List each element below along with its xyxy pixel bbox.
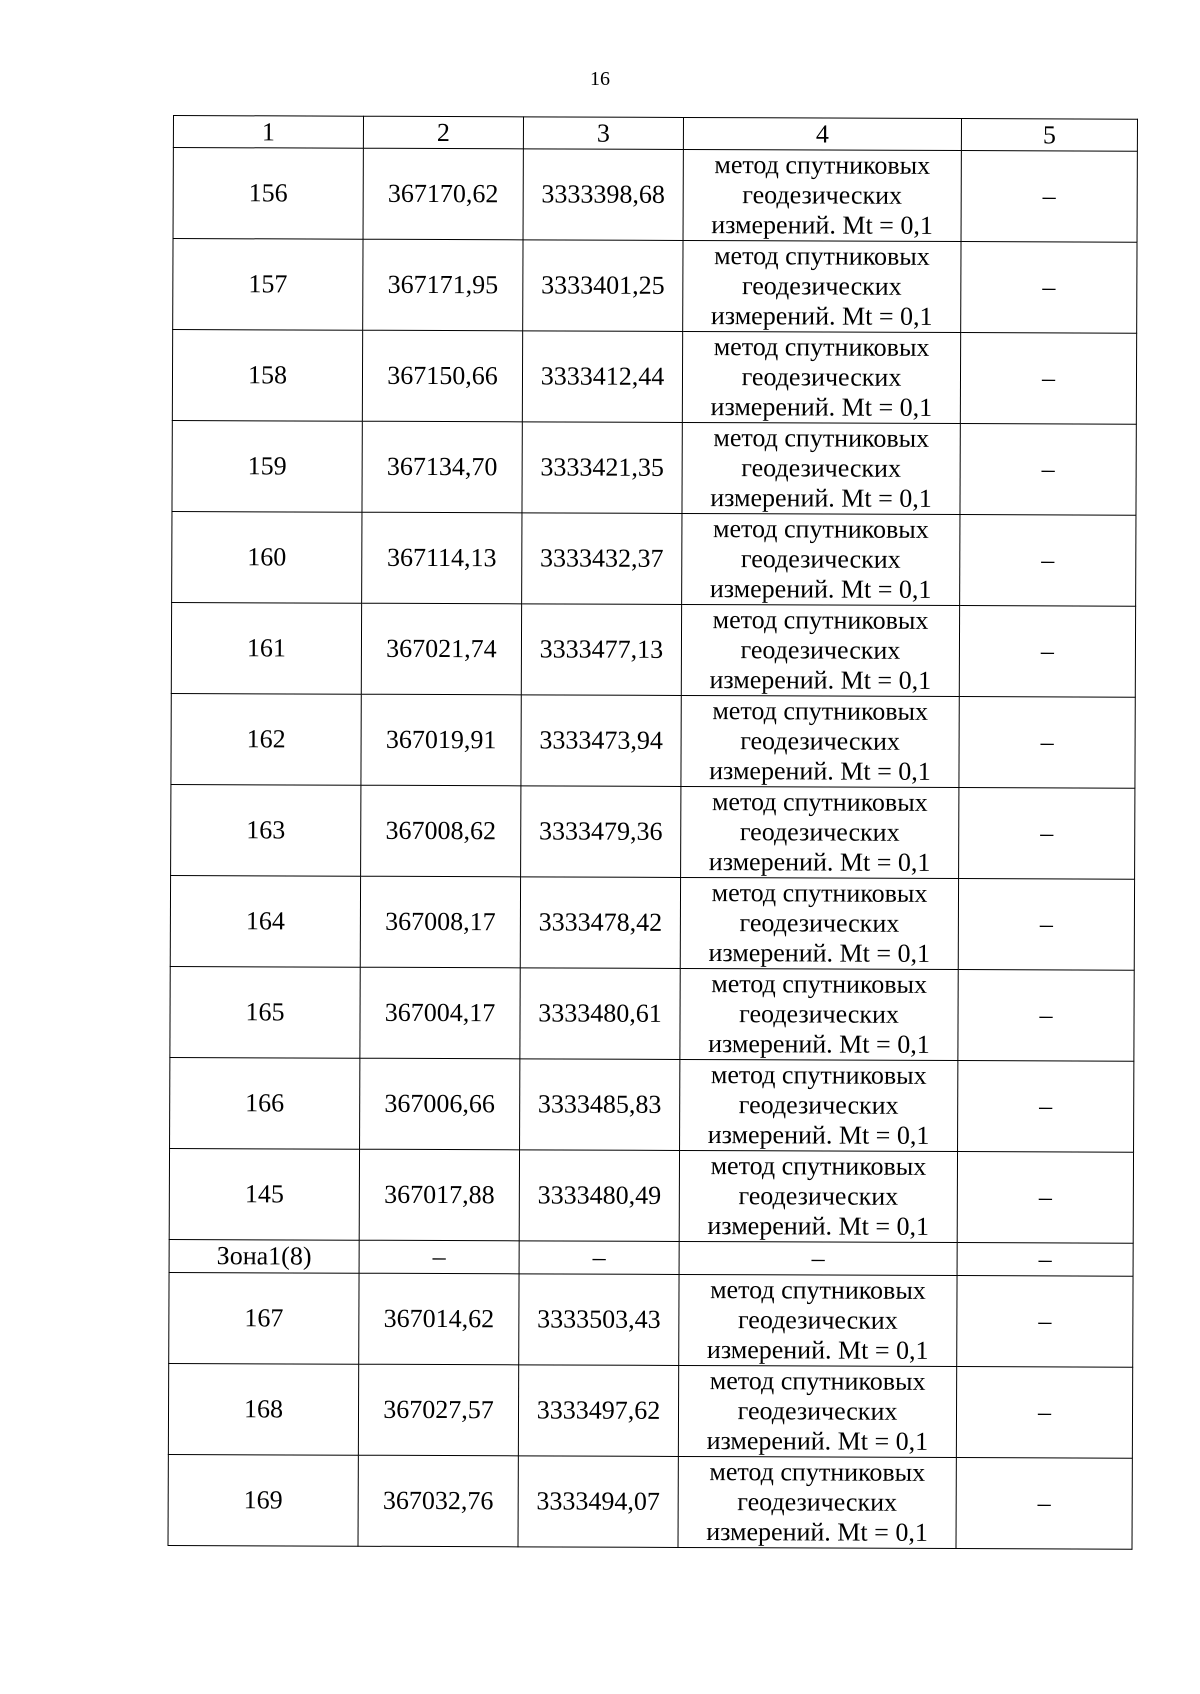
- table-row: [173, 239, 1137, 334]
- method-cell: [681, 604, 959, 696]
- y-coordinate-cell: 3333401,25: [523, 240, 683, 332]
- table-row: [171, 693, 1135, 788]
- y-coordinate-cell: 3333473,94: [521, 695, 681, 787]
- y-coordinate-cell: 3333398,68: [523, 149, 683, 241]
- method-cell: [682, 513, 960, 605]
- point-number-cell: 145: [169, 1148, 359, 1240]
- method-line: метод спутниковых: [712, 696, 929, 726]
- point-number-cell: 157: [173, 239, 363, 331]
- y-coordinate-cell: 3333479,36: [521, 786, 681, 878]
- method-line: измерений. Mt = 0,1: [709, 574, 932, 604]
- method-cell: [681, 695, 959, 787]
- method-line: измерений. Mt = 0,1: [706, 1335, 929, 1365]
- method-line: геодезических: [738, 1090, 899, 1120]
- table-row: [171, 784, 1135, 879]
- notes-cell: –: [959, 697, 1135, 789]
- y-coordinate-cell: 3333432,37: [522, 513, 682, 605]
- column-header: 2: [363, 116, 523, 149]
- y-coordinate-cell: 3333412,44: [522, 331, 682, 423]
- method-line: геодезических: [740, 635, 901, 665]
- column-header: 1: [173, 116, 363, 149]
- method-line: измерений. Mt = 0,1: [707, 1120, 930, 1150]
- x-coordinate-cell: 367019,91: [361, 694, 521, 786]
- point-number-cell: 158: [172, 330, 362, 422]
- method-line: метод спутниковых: [713, 423, 930, 453]
- notes-cell: –: [957, 1152, 1133, 1244]
- x-coordinate-cell: 367006,66: [360, 1058, 520, 1150]
- method-line: метод спутниковых: [711, 878, 928, 908]
- method-line: –: [811, 1243, 825, 1273]
- method-line: геодезических: [740, 544, 901, 574]
- y-coordinate-cell: 3333480,61: [520, 968, 680, 1060]
- table-row: [168, 1363, 1132, 1458]
- notes-cell: –: [960, 515, 1136, 607]
- method-line: измерений. Mt = 0,1: [708, 847, 931, 877]
- notes-cell: –: [956, 1458, 1132, 1550]
- notes-cell: –: [961, 242, 1137, 334]
- method-line: геодезических: [737, 1487, 898, 1517]
- point-number-cell: 169: [168, 1454, 358, 1546]
- point-number-cell: 168: [168, 1363, 358, 1455]
- method-cell: [680, 877, 958, 969]
- method-cell: [681, 786, 959, 878]
- table-row: [172, 420, 1136, 515]
- x-coordinate-cell: 367014,62: [359, 1273, 519, 1365]
- table-row: [170, 1057, 1134, 1152]
- notes-cell: –: [956, 1367, 1132, 1459]
- method-line: геодезических: [742, 180, 903, 210]
- method-line: геодезических: [739, 908, 900, 938]
- method-line: геодезических: [741, 453, 902, 483]
- method-line: геодезических: [737, 1396, 898, 1426]
- coordinates-table: [168, 115, 1138, 1550]
- table-header-row: [173, 116, 1137, 152]
- column-header: 3: [523, 117, 683, 150]
- method-cell: [679, 1241, 957, 1275]
- notes-cell: –: [957, 1243, 1133, 1277]
- method-line: метод спутниковых: [712, 605, 929, 635]
- method-line: геодезических: [737, 1305, 898, 1335]
- y-coordinate-cell: 3333421,35: [522, 422, 682, 514]
- point-number-cell: 167: [169, 1272, 359, 1364]
- method-line: геодезических: [739, 999, 899, 1029]
- notes-cell: –: [958, 1061, 1134, 1153]
- table-row: [170, 875, 1134, 970]
- x-coordinate-cell: 367032,76: [358, 1455, 518, 1547]
- x-coordinate-cell: 367008,17: [360, 876, 520, 968]
- y-coordinate-cell: 3333480,49: [519, 1150, 679, 1242]
- y-coordinate-cell: 3333485,83: [520, 1059, 680, 1151]
- table-row: [172, 511, 1136, 606]
- table-row: [169, 1148, 1133, 1243]
- method-line: геодезических: [741, 362, 902, 392]
- method-cell: [678, 1456, 956, 1548]
- method-line: измерений. Mt = 0,1: [708, 1029, 930, 1059]
- method-line: метод спутниковых: [713, 514, 929, 544]
- point-number-cell: 163: [171, 784, 361, 876]
- method-line: геодезических: [741, 271, 902, 301]
- point-number-cell: 160: [172, 511, 362, 603]
- table-row: [172, 330, 1136, 425]
- method-cell: [682, 331, 960, 423]
- column-header: 5: [961, 119, 1137, 152]
- x-coordinate-cell: 367171,95: [363, 239, 523, 331]
- y-coordinate-cell: 3333497,62: [518, 1365, 678, 1457]
- table-row: [173, 148, 1137, 243]
- notes-cell: –: [961, 151, 1137, 243]
- method-line: метод спутниковых: [713, 332, 930, 362]
- method-line: измерений. Mt = 0,1: [710, 301, 933, 331]
- method-line: метод спутниковых: [709, 1366, 926, 1396]
- method-line: измерений. Mt = 0,1: [709, 665, 932, 695]
- method-line: метод спутниковых: [714, 150, 931, 180]
- method-line: метод спутниковых: [710, 1060, 927, 1090]
- y-coordinate-cell: 3333478,42: [520, 877, 680, 969]
- method-cell: [680, 968, 958, 1060]
- y-coordinate-cell: 3333477,13: [521, 604, 681, 696]
- table-row: [168, 1454, 1132, 1549]
- method-cell: [683, 240, 961, 332]
- y-coordinate-cell: 3333503,43: [519, 1274, 679, 1366]
- notes-cell: –: [959, 788, 1135, 880]
- method-cell: [680, 1059, 958, 1151]
- notes-cell: –: [957, 1276, 1133, 1368]
- x-coordinate-cell: 367017,88: [359, 1149, 519, 1241]
- method-line: метод спутниковых: [711, 969, 928, 999]
- x-coordinate-cell: 367008,62: [361, 785, 521, 877]
- method-line: метод спутниковых: [710, 1151, 927, 1181]
- table-row: [170, 966, 1134, 1061]
- method-cell: [683, 149, 961, 241]
- method-line: измерений. Mt = 0,1: [706, 1426, 929, 1456]
- notes-cell: –: [958, 879, 1134, 971]
- point-number-cell: 156: [173, 148, 363, 240]
- method-cell: [678, 1365, 956, 1457]
- method-line: измерений. Mt = 0,1: [710, 483, 932, 513]
- y-coordinate-cell: –: [519, 1241, 679, 1275]
- table-row: [171, 602, 1135, 697]
- notes-cell: –: [959, 606, 1135, 698]
- method-line: метод спутниковых: [714, 241, 930, 271]
- y-coordinate-cell: 3333494,07: [518, 1456, 678, 1548]
- table-row: [169, 1272, 1133, 1367]
- point-number-cell: Зона1(8): [169, 1239, 359, 1273]
- method-cell: [679, 1274, 957, 1366]
- method-line: геодезических: [740, 726, 901, 756]
- method-cell: [679, 1150, 957, 1242]
- x-coordinate-cell: 367021,74: [361, 603, 521, 695]
- notes-cell: –: [960, 333, 1136, 425]
- notes-cell: –: [960, 424, 1136, 516]
- method-line: измерений. Mt = 0,1: [708, 938, 931, 968]
- page-number: 16: [590, 68, 610, 90]
- point-number-cell: 166: [170, 1057, 360, 1149]
- x-coordinate-cell: 367170,62: [363, 148, 523, 240]
- point-number-cell: 164: [170, 875, 360, 967]
- point-number-cell: 165: [170, 966, 360, 1058]
- table-body: [168, 148, 1137, 1550]
- notes-cell: –: [958, 970, 1134, 1062]
- x-coordinate-cell: 367114,13: [362, 512, 522, 604]
- x-coordinate-cell: 367027,57: [358, 1364, 518, 1456]
- method-line: метод спутниковых: [710, 1275, 926, 1305]
- point-number-cell: 159: [172, 420, 362, 512]
- x-coordinate-cell: 367004,17: [360, 967, 520, 1059]
- point-number-cell: 161: [171, 602, 361, 694]
- zone-row: [169, 1239, 1133, 1276]
- method-line: геодезических: [738, 1181, 899, 1211]
- method-line: измерений. Mt = 0,1: [711, 210, 933, 240]
- method-line: измерений. Mt = 0,1: [710, 392, 933, 422]
- method-line: геодезических: [739, 817, 900, 847]
- point-number-cell: 162: [171, 693, 361, 785]
- method-line: измерений. Mt = 0,1: [706, 1517, 928, 1547]
- method-cell: [682, 422, 960, 514]
- method-line: измерений. Mt = 0,1: [709, 756, 931, 786]
- column-header: 4: [683, 117, 961, 150]
- method-line: метод спутниковых: [709, 1457, 926, 1487]
- x-coordinate-cell: 367134,70: [362, 421, 522, 513]
- x-coordinate-cell: –: [359, 1240, 519, 1274]
- method-line: измерений. Mt = 0,1: [707, 1211, 930, 1241]
- method-line: метод спутниковых: [711, 787, 928, 817]
- x-coordinate-cell: 367150,66: [362, 330, 522, 422]
